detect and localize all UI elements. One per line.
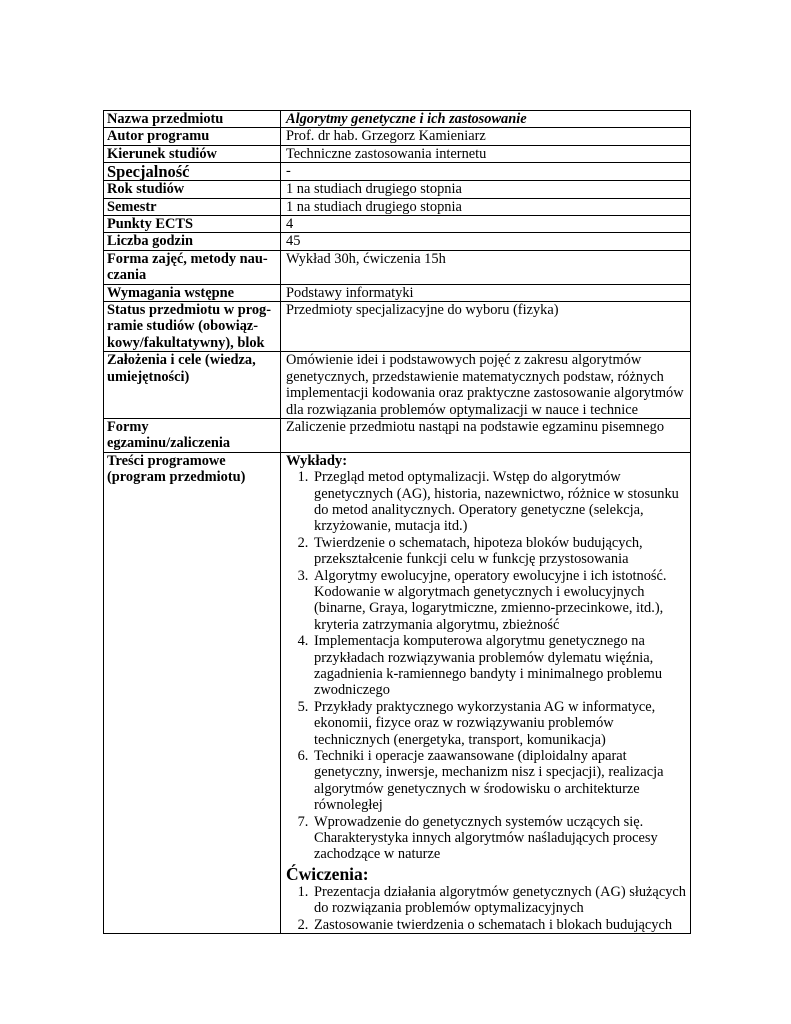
list-item: 2. Zastosowanie twierdzenia o schematach i blokach budujących	[312, 917, 687, 933]
table-row	[104, 111, 691, 128]
lectures-list	[281, 469, 687, 863]
list-item: 1. Przegląd metod optymalizacji. Wstęp do algorytmów genetycznych (AG), historia, nazewnictwo, różnice w stosunku do metod analitycznych. Operatory genetyczne (selekcja, krzyżowanie, mutacja itd.)	[312, 469, 687, 535]
label-specialization: Specjalność	[104, 163, 281, 181]
exercises-heading: Ćwiczenia:	[286, 863, 369, 884]
value-program	[281, 452, 691, 933]
label-goals: Założenia i cele (wiedza, umiejętności)	[104, 352, 281, 419]
value-specialization: -	[281, 163, 691, 181]
label-class-form: Forma zajęć, metody nau- czania	[104, 250, 281, 284]
table-row	[104, 250, 691, 284]
list-item: 7. Wprowadzenie do genetycznych systemów uczących się. Charakterystyka innych algorytmów naśladujących procesy zachodzące w naturze	[312, 814, 687, 863]
label-program: Treści programowe (program przedmiotu)	[104, 452, 281, 933]
label-ects: Punkty ECTS	[104, 216, 281, 233]
table-row	[104, 302, 691, 352]
table-row	[104, 233, 691, 250]
list-item: 2. Twierdzenie o schematach, hipoteza bloków budujących, przekształcenie funkcji celu w funkcję przystosowania	[312, 535, 687, 568]
table-row	[104, 145, 691, 162]
list-item: 4. Implementacja komputerowa algorytmu genetycznego na przykładach rozwiązywania problemów dylematu więźnia, zagadnienia k-ramiennego bandyty i minimalnego problemu zwodniczego	[312, 633, 687, 699]
value-exam-form: Zaliczenie przedmiotu nastąpi na podstawie egzaminu pisemnego	[281, 418, 691, 452]
course-info-table	[103, 110, 691, 934]
value-prerequisites: Podstawy informatyki	[281, 284, 691, 301]
table-row	[104, 216, 691, 233]
table-row	[104, 128, 691, 145]
value-goals: Omówienie idei i podstawowych pojęć z zakresu algorytmów genetycznych, przedstawienie matematycznych podstaw, różnych implementacji kodowania oraz praktyczne zastosowanie algorytmów dla rozwiązania problemów optymalizacji w nauce i technice	[281, 352, 691, 419]
table-row	[104, 352, 691, 419]
label-author: Autor programu	[104, 128, 281, 145]
label-prerequisites: Wymagania wstępne	[104, 284, 281, 301]
label-semester: Semestr	[104, 198, 281, 215]
table-row	[104, 284, 691, 301]
value-author: Prof. dr hab. Grzegorz Kamieniarz	[281, 128, 691, 145]
list-item: 1. Prezentacja działania algorytmów genetycznych (AG) służących do rozwiązania problemów optymalizacyjnych	[312, 884, 687, 917]
value-course-name: Algorytmy genetyczne i ich zastosowanie	[281, 111, 691, 128]
list-item: 6. Techniki i operacje zaawansowane (diploidalny aparat genetyczny, inwersje, mechanizm nisz i specjacji), realizacja algorytmów genetycznych w środowisku o architekturze równoległej	[312, 748, 687, 814]
label-course-name: Nazwa przedmiotu	[104, 111, 281, 128]
table-row	[104, 163, 691, 181]
lectures-heading: Wykłady:	[286, 452, 348, 469]
table-row	[104, 418, 691, 452]
value-year: 1 na studiach drugiego stopnia	[281, 181, 691, 198]
label-year: Rok studiów	[104, 181, 281, 198]
table-row	[104, 452, 691, 933]
exercises-list	[281, 884, 687, 933]
value-hours: 45	[281, 233, 691, 250]
table-row	[104, 198, 691, 215]
value-semester: 1 na studiach drugiego stopnia	[281, 198, 691, 215]
label-field-of-study: Kierunek studiów	[104, 145, 281, 162]
value-class-form: Wykład 30h, ćwiczenia 15h	[281, 250, 691, 284]
label-exam-form: Formy egzaminu/zaliczenia	[104, 418, 281, 452]
value-status: Przedmioty specjalizacyjne do wyboru (fizyka)	[281, 302, 691, 352]
label-hours: Liczba godzin	[104, 233, 281, 250]
list-item: 5. Przykłady praktycznego wykorzystania AG w informatyce, ekonomii, fizyce oraz w rozwiązywaniu problemów technicznych (energetyka, transport, komunikacja)	[312, 699, 687, 748]
value-field-of-study: Techniczne zastosowania internetu	[281, 145, 691, 162]
label-status: Status przedmiotu w prog- ramie studiów (obowiąz- kowy/fakultatywny), blok	[104, 302, 281, 352]
value-ects: 4	[281, 216, 691, 233]
list-item: 3. Algorytmy ewolucyjne, operatory ewolucyjne i ich istotność. Kodowanie w algorytmach genetycznych i ewolucyjnych (binarne, Graya, logarytmiczne, zmienno-przecinkowe, itd.), kryteria zatrzymania algorytmu, zbieżność	[312, 568, 687, 634]
table-row	[104, 181, 691, 198]
